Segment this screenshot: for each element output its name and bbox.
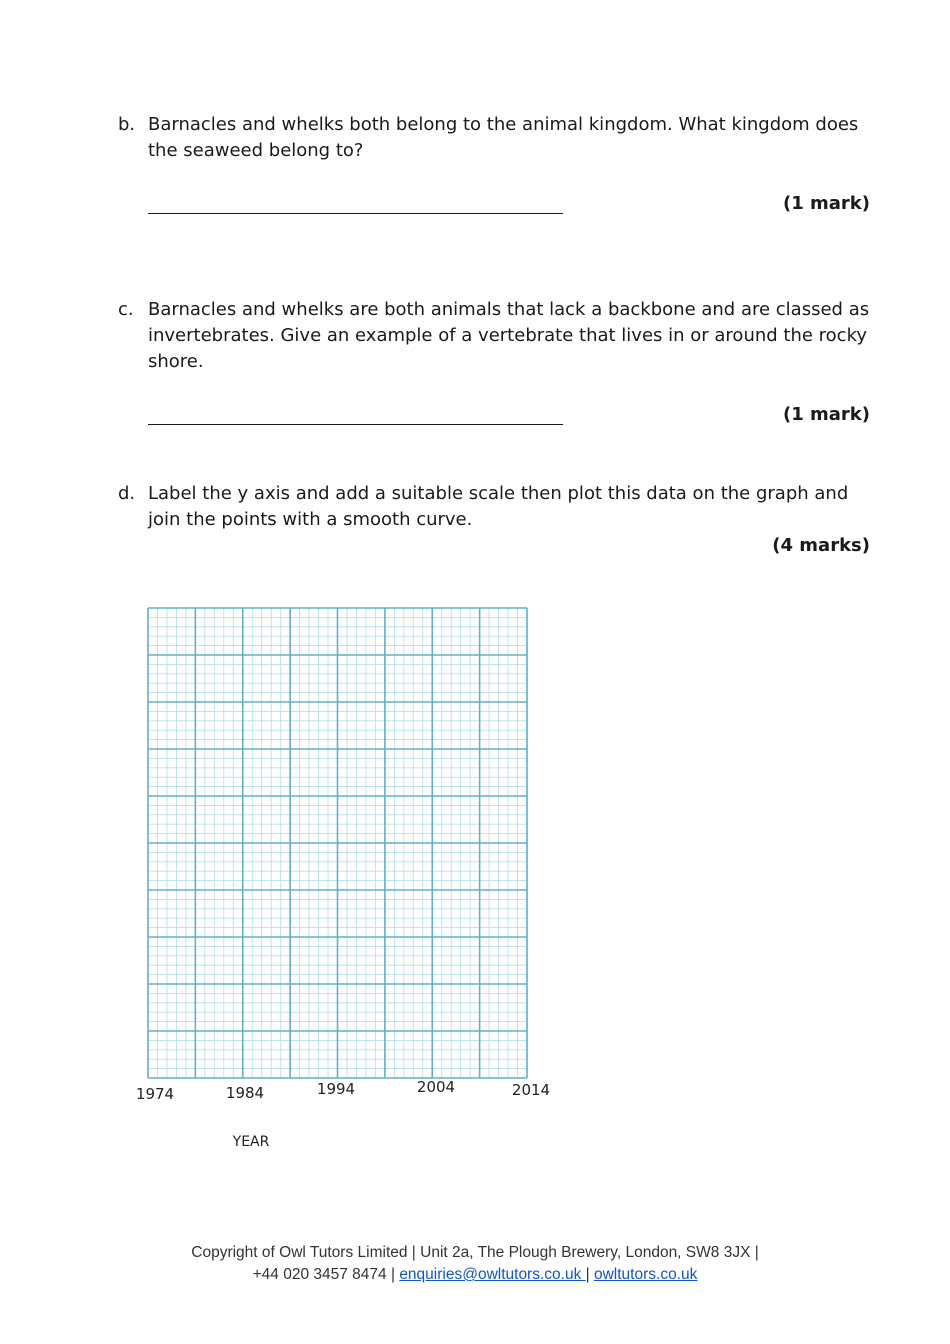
footer-website-link[interactable]: owltutors.co.uk: [593, 1266, 698, 1283]
x-tick-label: 2014: [511, 1081, 551, 1099]
x-tick-label: 1974: [135, 1085, 175, 1103]
question-d-letter: d.: [118, 483, 136, 504]
footer: [0, 1242, 950, 1286]
footer-phone: +44 020 3457 8474 |: [252, 1266, 400, 1283]
footer-email-link[interactable]: enquiries@owltutors.co.uk: [399, 1266, 586, 1283]
marks-b: (1 mark): [783, 193, 870, 214]
marks-d: (4 marks): [772, 535, 870, 556]
question-b-letter: b.: [118, 114, 136, 135]
question-b-text: Barnacles and whelks both belong to the animal kingdom. What kingdom does the seaweed belong to?: [148, 114, 859, 161]
footer-copyright: Copyright of Owl Tutors Limited | Unit 2a, The Plough Brewery, London, SW8 3JX |: [191, 1244, 759, 1261]
x-axis-label: YEAR: [232, 1134, 270, 1150]
x-tick-label: 2004: [416, 1078, 456, 1096]
x-tick-label: 1984: [225, 1084, 265, 1102]
question-c-text: Barnacles and whelks are both animals that lack a backbone and are classed as invertebrates. Give an example of a vertebrate that lives in or around the rocky shore.: [148, 299, 870, 372]
question-c-letter: c.: [118, 299, 134, 320]
marks-c: (1 mark): [783, 404, 870, 425]
question-d-text: Label the y axis and add a suitable scale then plot this data on the graph and join the points with a smooth curve.: [148, 483, 849, 530]
footer-contact: [0, 1264, 950, 1286]
footer-separator: |: [585, 1266, 594, 1283]
x-tick-label: 1994: [316, 1080, 356, 1098]
x-tick-labels: [136, 1078, 550, 1103]
